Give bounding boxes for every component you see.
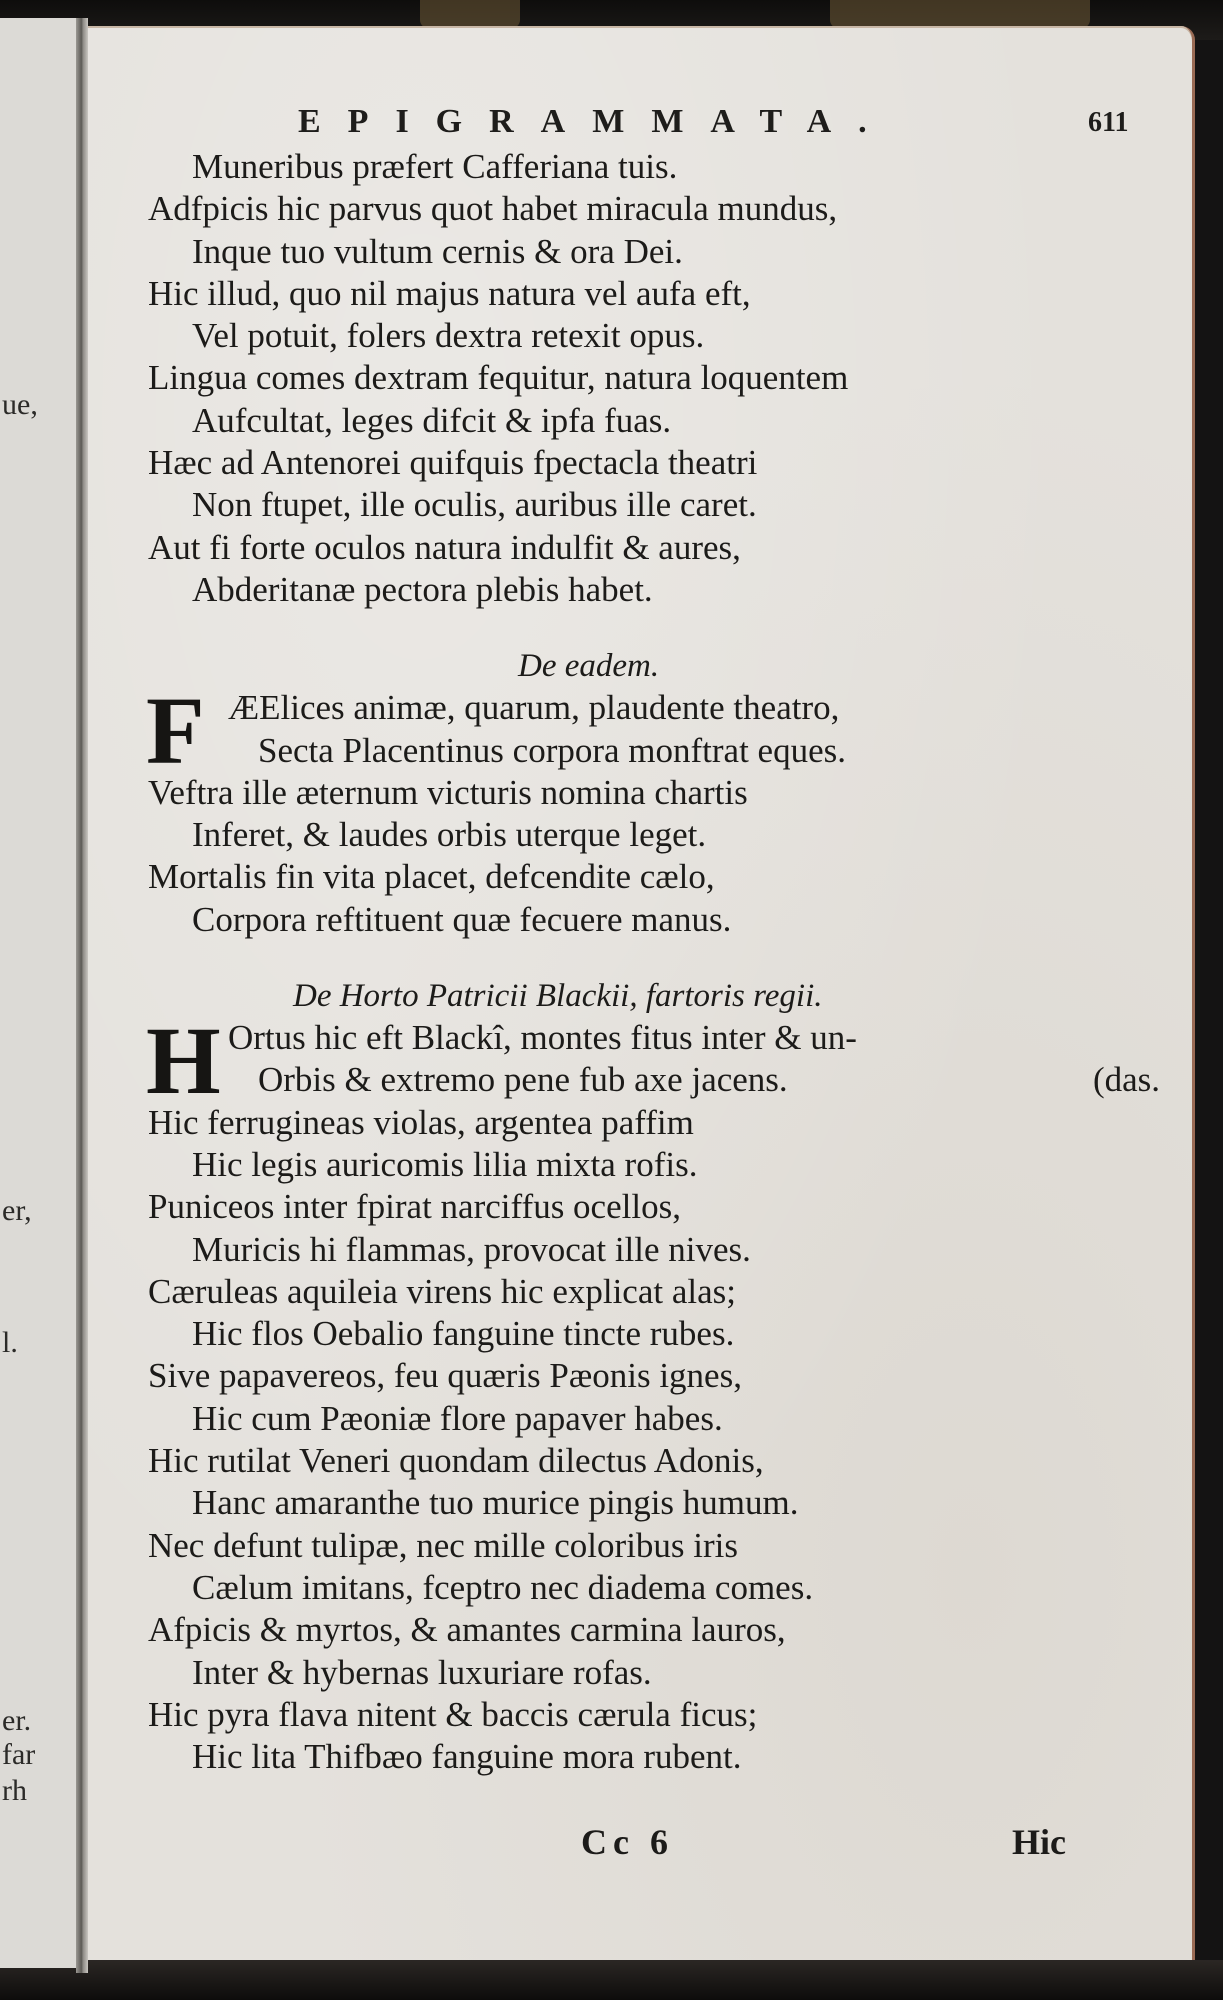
verse-line: Vel potuit, folers dextra retexit opus. (192, 316, 705, 356)
verse-line: ÆElices animæ, quarum, plaudente theatro, (228, 688, 840, 728)
verse-line: Hic lita Thifbæo fanguine mora rubent. (192, 1737, 742, 1777)
turnover-text: (das. (1092, 1060, 1160, 1100)
poem-opening (146, 1007, 1168, 1115)
verse-line: Hic flos Oebalio fanguine tincte rubes. (192, 1314, 735, 1354)
text-block (148, 146, 1168, 1778)
verse-line: Hic ferrugineas violas, argentea paffim (148, 1102, 694, 1142)
verse-line: Puniceos inter fpirat narciffus ocellos, (148, 1187, 681, 1227)
running-head-title: EPIGRAMMATA. (298, 103, 894, 140)
poem-continuation (148, 146, 1168, 611)
verse-line: Sive papavereos, feu quæris Pæonis ignes, (148, 1356, 742, 1396)
cover-gilt-ornament (830, 0, 1090, 28)
verse-line: Lingua comes dextram fequitur, natura loquentem (148, 358, 849, 398)
verse-line: Aut fi forte oculos natura indulfit & aures, (148, 527, 741, 567)
page-number: 611 (1088, 107, 1129, 138)
verse-line: Secta Placentinus corpora monftrat eques. (258, 730, 846, 770)
verse-line: Hanc amaranthe tuo murice pingis humum. (192, 1483, 799, 1523)
verse-line (148, 1059, 1168, 1101)
facing-page-fragment: l. (2, 1326, 18, 1359)
verse-line: Hæc ad Antenorei quifquis fpectacla theatri (148, 443, 758, 483)
signature-mark: Cc 6 (581, 1822, 674, 1862)
book-gutter (76, 18, 88, 1973)
verse-line: Aufcultat, leges difcit & ipfa fuas. (192, 400, 672, 440)
verse-line: Non ftupet, ille oculis, auribus ille caret. (192, 485, 757, 525)
verse-line: Cæruleas aquileia virens hic explicat alas; (148, 1271, 736, 1311)
verse-line: Abderitanæ pectora plebis habet. (192, 569, 653, 609)
poem-body (148, 772, 1168, 941)
poem-opening (146, 677, 1168, 785)
catchword: Hic (1012, 1822, 1066, 1862)
verse-line: Inter & hybernas luxuriare rofas. (192, 1652, 652, 1692)
poem-title: De Horto Patricii Blackii, fartoris regii. (293, 978, 823, 1015)
book-page (88, 26, 1195, 1960)
drop-cap: F (146, 677, 205, 785)
verse-line-text: Orbis & extremo pene fub axe jacens. (258, 1060, 788, 1100)
verse-line: Cælum imitans, fceptro nec diadema comes. (192, 1567, 814, 1607)
facing-page-fragment: rh (2, 1774, 27, 1807)
verse-line: Veftra ille æternum victuris nomina chartis (148, 772, 748, 812)
verse-line: Adfpicis hic parvus quot habet miracula mundus, (148, 189, 838, 229)
verse-line: Mortalis fin vita placet, defcendite cælo, (148, 857, 715, 897)
facing-page-fragment: er, (2, 1194, 32, 1227)
book-cover-bottom (0, 1960, 1223, 2000)
verse-line: Hic rutilat Veneri quondam dilectus Adonis, (148, 1441, 764, 1481)
running-head (298, 103, 1128, 143)
verse-line: Inque tuo vultum cernis & ora Dei. (192, 231, 683, 271)
facing-page (0, 18, 77, 1968)
verse-line: Corpora reftituent quæ fecuere manus. (192, 899, 732, 939)
drop-cap: H (146, 1007, 221, 1115)
facing-page-fragment: er. (2, 1704, 32, 1737)
verse-line: Nec defunt tulipæ, nec mille coloribus iris (148, 1525, 739, 1565)
poem-body (148, 1102, 1168, 1779)
verse-line: Inferet, & laudes orbis uterque leget. (192, 815, 707, 855)
facing-page-fragment: far (2, 1738, 36, 1771)
cover-gilt-ornament (420, 0, 520, 28)
poem-title: De eadem. (518, 648, 660, 685)
verse-line: Hic pyra flava nitent & baccis cærula ficus; (148, 1694, 758, 1734)
verse-line: Muricis hi flammas, provocat ille nives. (192, 1229, 751, 1269)
verse-line: Hic illud, quo nil majus natura vel aufa eft, (148, 273, 751, 313)
verse-line: Hic legis auricomis lilia mixta rofis. (192, 1144, 698, 1184)
verse-line: Hic cum Pæoniæ flore papaver habes. (192, 1398, 723, 1438)
verse-line: Afpicis & myrtos, & amantes carmina lauros, (148, 1610, 786, 1650)
verse-line: Ortus hic eft Blackî, montes fitus inter & un- (228, 1018, 857, 1058)
page-footer (88, 1821, 1192, 1871)
verse-line: Muneribus præfert Cafferiana tuis. (192, 147, 678, 186)
facing-page-fragment: ue, (2, 388, 38, 421)
